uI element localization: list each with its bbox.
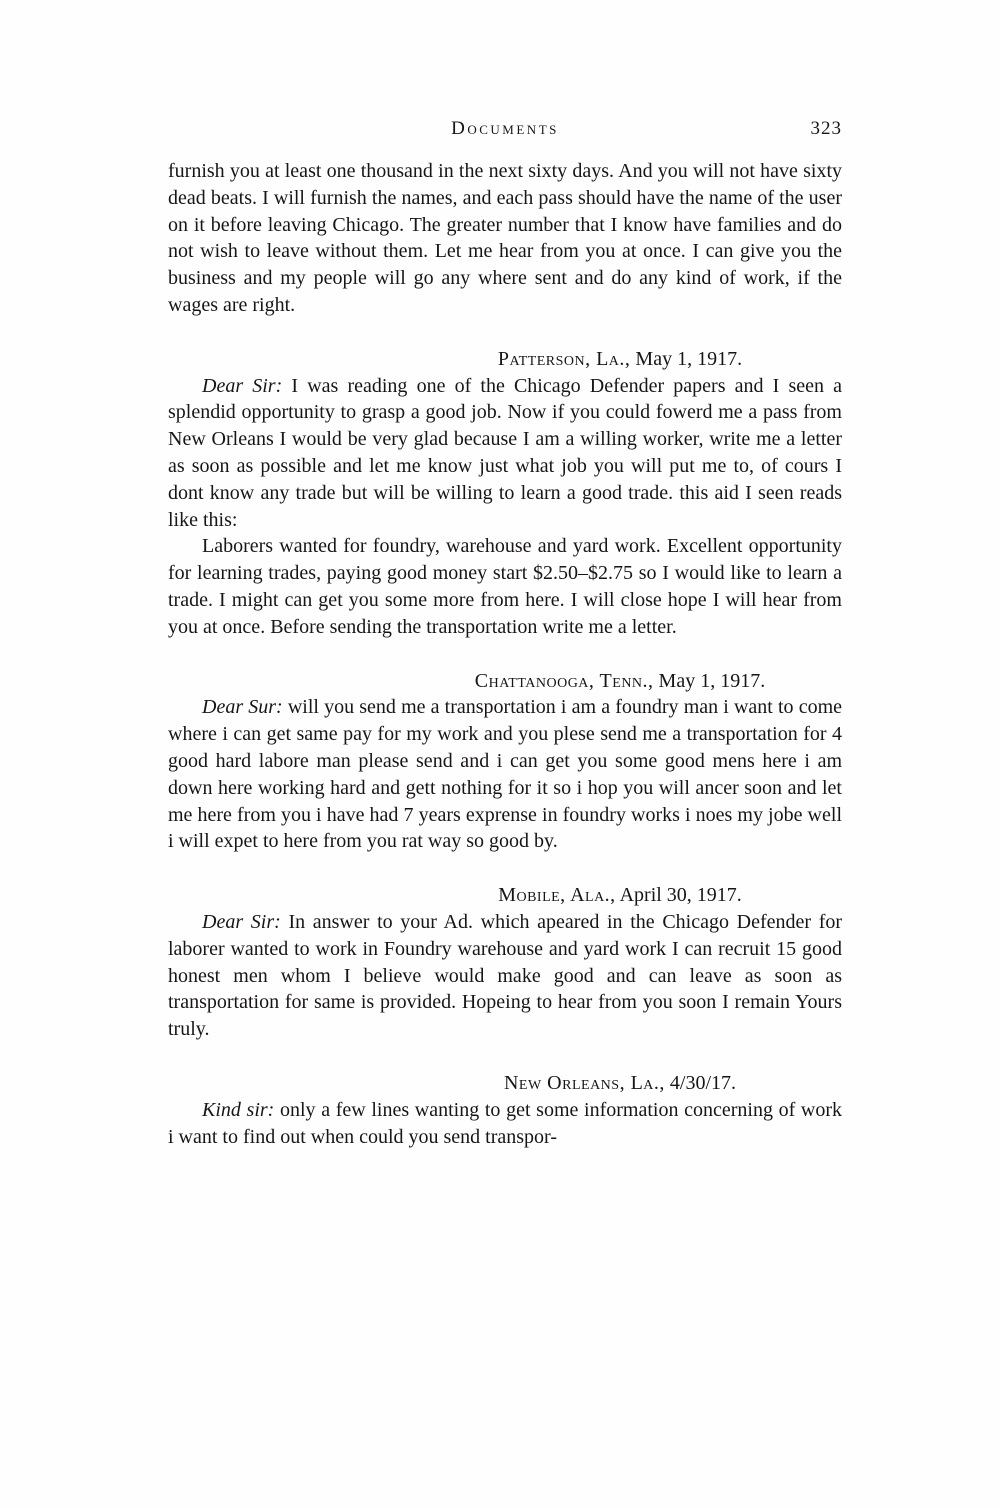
salutation: Dear Sir: (202, 910, 281, 933)
dateline-date: April 30, 1917. (619, 884, 742, 907)
dateline-place: Patterson, La., (497, 347, 631, 370)
dateline (398, 346, 842, 373)
letter-paragraph (168, 909, 842, 1043)
dateline-date: May 1, 1917. (658, 669, 766, 692)
letter-paragraph (168, 694, 842, 855)
letter-paragraph (168, 373, 842, 534)
letter-new-orleans (168, 1070, 842, 1150)
letter-paragraph (168, 533, 842, 640)
dateline-place: Mobile, Ala., (498, 884, 616, 907)
paragraph-text: furnish you at least one thousand in the next sixty days. And you will not have sixty dead beats. I will furnish the names, and each pass should have the name of the user on it before leaving Chicago. The greater number that I know have families and do not wish to leave without them. Let me hear from you at once. I can give you the business and my people will go any where sent and do any kind of work, if the wages are right. (168, 160, 842, 316)
paragraph-text: In answer to your Ad. which apeared in the Chicago Defender for laborer wanted to work in Foundry warehouse and yard work I can recruit 15 good honest men whom I believe would make good and can leave as soon as transportation for same is provided. Hopeing to hear from you soon I remain Yours truly. (168, 910, 843, 1041)
continuation-paragraph (168, 158, 842, 319)
paragraph-text: will you send me a transportation i am a foundry man i want to come where i can get same pay for my work and you plese send me a transportation for 4 good hard labore man please send and i can get you some good mens here i am down here working hard and gett nothing for it so i hop you will ancer soon and let me here from you i have had 7 years exprense in foundry works i noes my jobe well i will expet to here from you rat way so good by. (168, 696, 843, 853)
paragraph-text: I was reading one of the Chicago Defender papers and I seen a splendid opportunity to grasp a good job. Now if you could fowerd me a pass from New Orleans I would be very glad because I am a willing worker, write me a letter as soon as possible and let me know just what job you will put me to, of cours I dont know any trade but will be willing to learn a good trade. this aid I seen reads like this: (168, 374, 843, 531)
letter-patterson (168, 346, 842, 641)
salutation: Dear Sir: (202, 374, 283, 397)
dateline (398, 882, 842, 909)
letter-chattanooga (168, 668, 842, 856)
dateline-place: Chattanooga, Tenn., (474, 669, 654, 692)
dateline (398, 668, 842, 695)
paragraph-text: only a few lines wanting to get some information concerning of work i want to find out when could you send transpor- (168, 1098, 843, 1148)
salutation: Dear Sur: (202, 696, 283, 719)
letters-body (168, 158, 842, 1150)
dateline-date: May 1, 1917. (635, 347, 743, 370)
dateline (398, 1070, 842, 1097)
letter-mobile (168, 882, 842, 1043)
dateline-date: 4/30/17. (669, 1071, 737, 1094)
letter-paragraph (168, 1097, 842, 1151)
page-number: 323 (810, 118, 842, 139)
running-title: Documents (451, 118, 559, 139)
page-header (168, 118, 842, 144)
paragraph-text: Laborers wanted for foundry, warehouse and yard work. Excellent opportunity for learning trades, paying good money start $2.50–$2.75 so I would like to learn a trade. I might can get you some more from here. I will close hope I will hear from you at once. Before sending the transportation write me a letter. (168, 535, 842, 638)
salutation: Kind sir: (202, 1098, 275, 1121)
dateline-place: New Orleans, La., (503, 1071, 665, 1094)
